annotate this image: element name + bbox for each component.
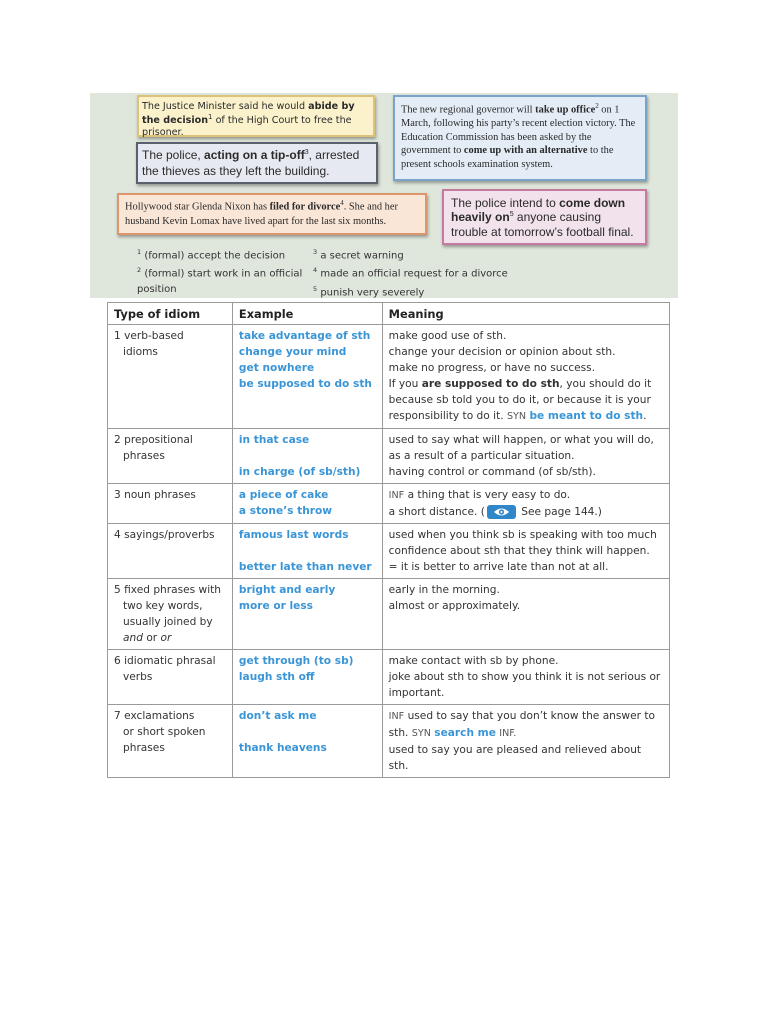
card-police-intend xyxy=(442,189,647,245)
table-row xyxy=(108,650,670,705)
card-text: Hollywood star Glenda Nixon has xyxy=(125,201,270,213)
footnote-text: (formal) accept the decision xyxy=(144,250,286,262)
type-cell xyxy=(108,650,233,705)
meaning-cell xyxy=(382,429,669,484)
meaning-cell xyxy=(382,579,669,650)
meaning-bold: are supposed to do sth xyxy=(421,378,560,390)
card-hollywood-star xyxy=(117,193,427,235)
meaning-text: make contact with sb by phone. xyxy=(388,655,559,667)
card-justice-minister xyxy=(137,95,375,137)
example-phrase: in that case xyxy=(238,434,310,446)
eye-icon[interactable] xyxy=(487,505,516,519)
table-row xyxy=(108,429,670,484)
spacer xyxy=(239,724,376,740)
type-cell xyxy=(108,579,233,650)
meaning-text: early in the morning. xyxy=(388,584,500,596)
idiom-highlight: acting on a tip-off xyxy=(204,148,305,162)
type-label: 3 noun phrases xyxy=(114,489,196,501)
meaning-text: used to say what will happen, or what you will do, as a result of a particular situation. xyxy=(388,434,654,462)
example-phrase: be supposed to do sth xyxy=(238,378,372,390)
spacer xyxy=(239,543,376,559)
meaning-text: make good use of sth. xyxy=(388,330,507,342)
card-text: on 1 March, following his party’s recent election victory. The Education Commission has been asked by the government to xyxy=(401,104,636,157)
example-phrase: a piece of cake xyxy=(238,489,329,501)
footnote-item xyxy=(313,282,613,300)
card-text: The Justice Minister said he would xyxy=(142,101,309,112)
table-header-row xyxy=(108,303,670,325)
example-phrase: get nowhere xyxy=(238,362,315,374)
meaning-fragment: a short distance. ( xyxy=(388,506,485,518)
header-example: Example xyxy=(232,303,382,325)
type-label: usually joined by xyxy=(123,616,213,628)
footnote-number: 4 xyxy=(313,266,318,275)
meaning-text: joke about sth to show you think it is not serious or important. xyxy=(388,671,661,699)
card-text: of the High Court to free the prisoner. xyxy=(142,115,352,139)
meaning-fragment: a thing that is very easy to do. xyxy=(407,489,571,501)
card-text: . She and her husband Kevin Lomax have lived apart for the last six months. xyxy=(125,201,398,227)
footnote-ref: 5 xyxy=(509,211,514,219)
table-row xyxy=(108,579,670,650)
table-row xyxy=(108,524,670,579)
type-italic: or xyxy=(160,632,172,644)
type-label: 7 exclamations xyxy=(114,710,195,722)
meaning-text: = it is better to arrive late than not at all. xyxy=(388,561,609,573)
footnote-item xyxy=(313,263,613,281)
header-meaning: Meaning xyxy=(382,303,669,325)
type-label: idioms xyxy=(123,346,158,358)
type-label: or short spoken xyxy=(123,726,206,738)
type-label: phrases xyxy=(123,742,165,754)
example-phrase: get through (to sb) xyxy=(238,655,354,667)
meaning-text xyxy=(389,504,663,520)
meaning-text xyxy=(389,487,663,504)
example-phrase: in charge (of sb/sth) xyxy=(238,466,361,478)
card-text: to the present schools examination system. xyxy=(401,145,614,170)
inf-label: INF xyxy=(388,490,405,501)
idiom-highlight: come down heavily on xyxy=(451,196,626,225)
type-cell xyxy=(108,524,233,579)
example-phrase: take advantage of sth xyxy=(238,330,371,342)
meaning-fragment: If you xyxy=(388,378,422,390)
meaning-fragment: . xyxy=(643,410,647,422)
example-cell xyxy=(232,705,382,778)
card-text: , arrested the thieves as they left the building. xyxy=(142,148,360,178)
type-label: 6 idiomatic phrasal xyxy=(114,655,216,667)
syn-label: SYN xyxy=(411,728,431,739)
example-cell xyxy=(232,429,382,484)
synonym-phrase: search me xyxy=(434,727,496,739)
spacer xyxy=(239,448,376,464)
table-row xyxy=(108,705,670,778)
meaning-fragment: , you should do it because sb told you to do it, or because it is your responsibility to do it. xyxy=(388,378,652,422)
type-label: 2 prepositional xyxy=(114,434,193,446)
idiom-highlight: take up office xyxy=(535,104,596,116)
meaning-cell xyxy=(382,325,669,429)
syn-label: SYN xyxy=(506,411,527,422)
footnote-number: 3 xyxy=(313,248,318,256)
example-phrase: don’t ask me xyxy=(238,710,317,722)
idioms-table xyxy=(107,302,670,778)
card-text: The police, xyxy=(142,148,205,162)
footnote-ref: 3 xyxy=(304,149,309,156)
footnotes-right xyxy=(313,245,613,300)
example-phrase: thank heavens xyxy=(238,742,327,754)
example-phrase: better late than never xyxy=(238,561,372,573)
meaning-text xyxy=(389,708,663,742)
type-label: phrases xyxy=(123,450,165,462)
meaning-text: change your decision or opinion about sth. xyxy=(388,346,616,358)
type-label: 4 sayings/proverbs xyxy=(114,529,215,541)
table-row xyxy=(108,484,670,524)
example-phrase: change your mind xyxy=(238,346,347,358)
table-row xyxy=(108,325,670,429)
card-police-tip-off xyxy=(136,142,378,184)
footnotes-left xyxy=(137,245,307,297)
footnote-text: (formal) start work in an official position xyxy=(137,268,303,295)
example-phrase: famous last words xyxy=(238,529,349,541)
footnote-ref: 1 xyxy=(208,112,213,121)
meaning-text: having control or command (of sb/sth). xyxy=(388,466,596,478)
meaning-fragment: used to say that you don’t know the answer to sth. xyxy=(388,710,655,739)
meaning-cell xyxy=(382,484,669,524)
footnote-ref: 2 xyxy=(595,102,599,110)
type-label: 1 verb-based xyxy=(114,330,184,342)
type-cell xyxy=(108,484,233,524)
example-phrase: bright and early xyxy=(238,584,336,596)
inf-label: INF. xyxy=(499,728,517,739)
example-phrase: a stone’s throw xyxy=(238,505,333,517)
meaning-cell xyxy=(382,524,669,579)
card-text: The new regional governor will xyxy=(401,104,536,116)
footnote-number: 1 xyxy=(137,248,142,256)
idiom-highlight: filed for divorce xyxy=(269,201,341,213)
idioms-table-container xyxy=(107,302,670,778)
footnote-ref: 4 xyxy=(340,199,344,207)
footnote-item xyxy=(137,263,307,296)
example-phrase: laugh sth off xyxy=(238,671,315,683)
footnote-number: 2 xyxy=(137,266,142,275)
footnote-text: punish very severely xyxy=(320,286,425,298)
card-text: The police intend to xyxy=(451,196,560,210)
see-page-link[interactable]: See page 144.) xyxy=(521,506,602,518)
meaning-text xyxy=(389,378,652,422)
meaning-text: used when you think sb is speaking with too much confidence about sth that they think will happen. xyxy=(388,529,657,557)
type-italic: and xyxy=(123,632,143,644)
footnote-item xyxy=(137,245,307,263)
type-label: two key words, xyxy=(123,600,203,612)
type-fragment: or xyxy=(146,632,158,644)
type-label: verbs xyxy=(123,671,153,683)
example-cell xyxy=(232,579,382,650)
example-cell xyxy=(232,325,382,429)
footnote-text: a secret warning xyxy=(320,250,404,262)
type-cell xyxy=(108,325,233,429)
footnote-number: 5 xyxy=(313,284,318,293)
meaning-cell xyxy=(382,650,669,705)
idiom-highlight: abide by the decision xyxy=(142,101,355,127)
type-label xyxy=(114,630,226,646)
card-regional-governor xyxy=(393,95,647,181)
inf-label: INF xyxy=(388,711,405,722)
card-text: anyone causing trouble at tomorrow’s football final. xyxy=(451,210,634,239)
idiom-highlight: come up with an alternative xyxy=(463,145,588,157)
type-cell xyxy=(108,429,233,484)
meaning-text: almost or approximately. xyxy=(388,600,521,612)
meaning-text: make no progress, or have no success. xyxy=(388,362,596,374)
example-cell xyxy=(232,484,382,524)
footnote-text: made an official request for a divorce xyxy=(320,268,508,280)
meaning-cell xyxy=(382,705,669,778)
example-phrase: more or less xyxy=(238,600,313,612)
meaning-text: used to say you are pleased and relieved about sth. xyxy=(388,744,642,772)
footnote-item xyxy=(313,245,613,263)
synonym-phrase: be meant to do sth xyxy=(529,410,644,422)
type-cell xyxy=(108,705,233,778)
header-type: Type of idiom xyxy=(108,303,233,325)
example-cell xyxy=(232,650,382,705)
example-cell xyxy=(232,524,382,579)
type-label: 5 fixed phrases with xyxy=(114,584,222,596)
